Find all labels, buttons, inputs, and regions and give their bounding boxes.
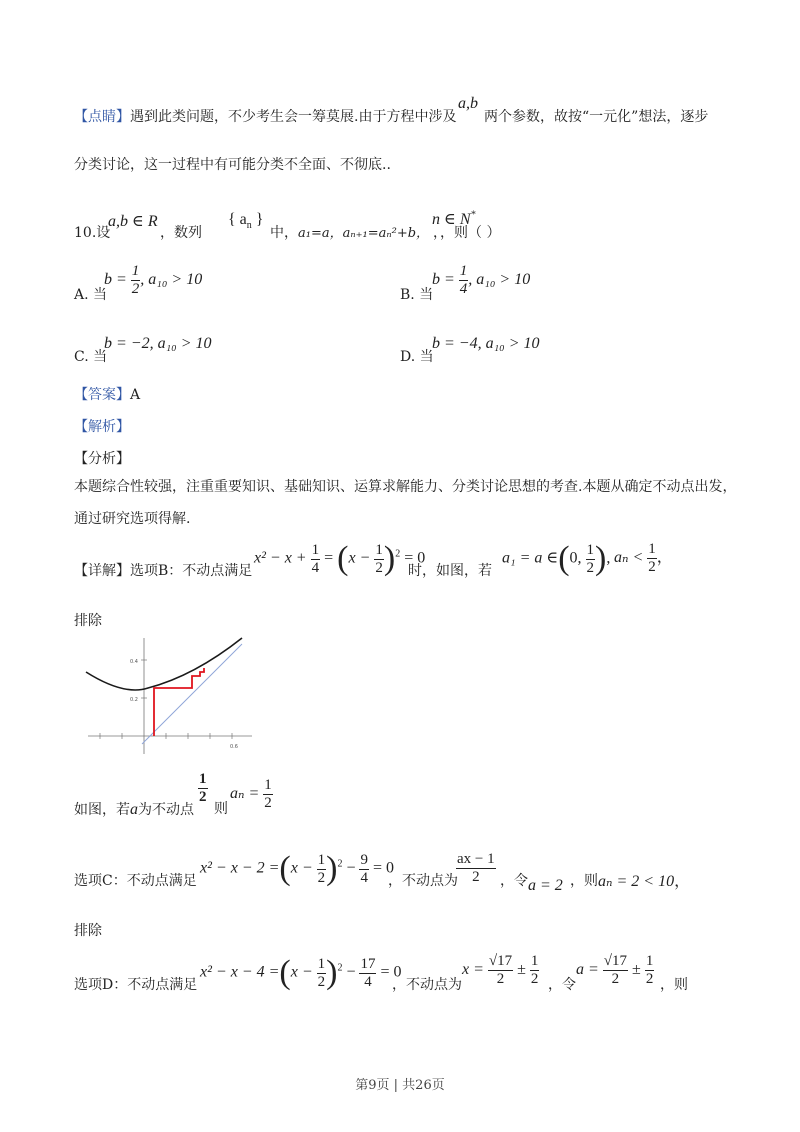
a-den: 2	[131, 281, 140, 297]
rugu-frac	[198, 772, 208, 805]
optC-ling: ，令	[500, 873, 528, 889]
optB-an-lt	[614, 542, 673, 575]
optB-comma: ，	[656, 549, 673, 567]
option-b-expr	[432, 264, 530, 297]
optD-eq0: = 0	[380, 963, 402, 981]
optD-x: x =	[462, 961, 484, 979]
optD-f4-den: 2	[530, 971, 539, 987]
b-rest: , a₁₀ > 10	[468, 271, 531, 289]
optC-an	[598, 872, 690, 892]
rugu-ze: 则	[214, 801, 228, 817]
option-b-label: B. 当	[400, 287, 434, 303]
optD-ze: ，则	[660, 977, 688, 993]
fenxi-tag: 【分析】	[74, 451, 130, 467]
optC-paren: x −	[290, 859, 313, 877]
option-c-label: C. 当	[74, 349, 108, 365]
seq-sub: n	[246, 220, 252, 232]
question-number: 10.设	[74, 225, 111, 241]
rugu-f-den: 2	[199, 789, 207, 805]
optD-frac1	[317, 957, 327, 990]
paichu-2: 排除	[74, 923, 102, 939]
optB-f1-num: 1	[311, 541, 320, 558]
optC-equation: x² − x − 2 =(x − $\frac{1}{2}$ )$^2$ − $\frac{9}{4}$ = 0	[200, 850, 395, 887]
page-footer: 第9页 | 共26页	[355, 1078, 445, 1093]
optC-comma: ，	[674, 873, 691, 890]
optC-an-text: aₙ = 2 < 10	[598, 873, 675, 890]
optB-eq-left: x² − x +	[254, 549, 307, 567]
rugu-an	[230, 778, 273, 811]
optC-frac1	[317, 853, 327, 886]
tail-text: ，，则（ ）	[433, 225, 501, 241]
optC-minus: −	[346, 859, 356, 877]
jiexi-tag: 【解析】	[74, 419, 130, 435]
optD-frac2	[359, 957, 376, 990]
rugu-an-text: aₙ =	[230, 785, 260, 803]
optD-frac6	[645, 954, 655, 987]
option-d-expr: b = −4, a₁₀ > 10	[432, 335, 540, 352]
rugu-a: a	[130, 801, 138, 818]
option-c-expr: b = −2, a₁₀ > 10	[104, 335, 212, 352]
n-sup: *	[470, 209, 476, 221]
optB-f3-num: 1	[586, 541, 595, 558]
optD-intro: 选项D：不动点满足	[74, 977, 198, 993]
optD-f1-den: 2	[317, 973, 326, 990]
b-den: 4	[459, 281, 468, 297]
answer-value: A	[130, 387, 141, 403]
optC-a2: a = 2	[528, 877, 563, 894]
optB-eq-right: = 0	[404, 549, 426, 567]
b-frac	[459, 264, 469, 297]
optB-paren-left: x −	[348, 549, 371, 567]
tick-label-04: 0.4	[130, 659, 138, 665]
optC-f1-num: 1	[317, 851, 326, 868]
rugu-line	[74, 800, 194, 820]
optD-frac5	[603, 954, 628, 987]
optD-f3-num: √17	[488, 953, 513, 969]
xiangjie-tag: 【详解】	[74, 563, 130, 579]
fenxi-line1: 本题综合性较强，注重重要知识、基础知识、运算求解能力、分类讨论思想的考查.本题从确定不动点出发，	[74, 479, 737, 495]
optB-frac4	[647, 542, 657, 575]
optC-f3-den: 2	[472, 869, 480, 885]
zhong-text: 中，	[270, 225, 298, 241]
optB-f1-den: 4	[311, 559, 320, 576]
optD-pm2: ±	[632, 961, 641, 979]
answer-tag: 【答案】	[74, 387, 130, 403]
optC-frac3	[456, 852, 496, 885]
seq-close: }	[251, 211, 264, 228]
optC-eq0: = 0	[372, 859, 395, 877]
optD-ling: ，令	[548, 977, 576, 993]
a-rest: , a₁₀ > 10	[140, 271, 203, 289]
optD-fixed-point	[462, 954, 539, 987]
optB-shi: 时，如图，若	[408, 563, 492, 579]
optB-equation: x² − x + $\frac{1}{4}$ = (x − $\frac{1}{2}$ )$^2$ = 0	[254, 540, 426, 577]
optC-frac2	[359, 853, 369, 886]
optB-eq-mid: =	[324, 549, 338, 567]
rugu-mid: 为不动点	[138, 802, 194, 818]
optC-f3-num: ax − 1	[457, 851, 495, 867]
optD-paren: x −	[290, 963, 313, 981]
rugu-frac1	[198, 772, 208, 805]
option-a-expr	[104, 264, 202, 297]
optD-f4-num: 1	[530, 953, 539, 969]
optB-f2-den: 2	[375, 559, 383, 576]
b-b: b =	[432, 271, 455, 289]
optD-f5-den: 2	[611, 971, 620, 987]
optB-a1: a₁ = a ∈	[502, 549, 559, 567]
optC-bdd: ，不动点为	[388, 873, 458, 889]
optB-f3-den: 2	[586, 559, 595, 576]
optD-frac3	[488, 954, 513, 987]
answer-line	[74, 386, 140, 404]
a-b: b =	[104, 271, 127, 289]
a-num: 1	[131, 263, 140, 279]
optC-intro: 选项C：不动点满足	[74, 873, 197, 889]
optD-f6-num: 1	[645, 953, 654, 969]
optD-f2-num: 17	[360, 955, 376, 972]
optB-frac2	[374, 543, 384, 576]
optC-f1-den: 2	[317, 869, 326, 886]
axis-label: 0.6	[230, 744, 238, 750]
dianjing-text-2: 分类讨论，这一过程中有可能分类不全面、不彻底..	[74, 157, 391, 173]
question-zhong	[270, 224, 429, 243]
dianjing-ab: a,b	[458, 95, 478, 112]
optD-f6-den: 2	[645, 971, 654, 987]
rugu-f2-den: 2	[264, 795, 272, 811]
xiangjie-optB-intro	[74, 562, 252, 580]
tick-label-02: 0.2	[130, 697, 138, 703]
rugu-f-num: 1	[199, 771, 207, 787]
optC-eq-left: x² − x − 2 =	[200, 859, 280, 877]
optB-f2-num: 1	[375, 541, 383, 558]
cobweb-path	[154, 668, 204, 736]
optD-equation: x² − x − 4 =(x − $\frac{1}{2}$ )$^2$ − $\frac{17}{4}$ = 0	[200, 954, 402, 991]
option-a-label: A. 当	[74, 287, 108, 303]
optB-interval: a₁ = a ∈(0, $\frac{1}{2}$ ),	[502, 540, 611, 577]
optD-pm: ±	[517, 961, 526, 979]
rugu-prefix: 如图，若	[74, 802, 130, 818]
a-frac	[131, 264, 141, 297]
seq-open: { a	[228, 211, 247, 228]
dianjing-text-1a: 遇到此类问题，不少考生会一筹莫展.由于方程中涉及	[130, 109, 457, 125]
identity-line	[142, 644, 242, 744]
optB-intro-text: 选项B：不动点满足	[130, 563, 253, 579]
fenxi-line2: 通过研究选项得解.	[74, 511, 191, 527]
n-in-N-text: n ∈ N	[432, 211, 471, 228]
option-d-label: D. 当	[400, 349, 434, 365]
optB-interval-left: 0,	[569, 549, 582, 567]
rugu-f2-num: 1	[264, 777, 272, 793]
dianjing-text-1b: 两个参数，故按“一元化”想法，逐步	[484, 109, 709, 125]
optD-a: a =	[576, 961, 599, 979]
optD-a-expr	[576, 954, 654, 987]
cobweb-figure	[84, 636, 254, 756]
optD-bdd: ，不动点为	[392, 977, 462, 993]
question-tail	[433, 224, 500, 242]
question-sequence-an	[228, 210, 263, 230]
optC-f2-den: 4	[360, 869, 368, 886]
optD-frac4	[530, 954, 540, 987]
optD-f5-num: √17	[603, 953, 628, 969]
optC-ze: ，则	[570, 873, 598, 889]
optD-f3-den: 2	[496, 971, 505, 987]
optC-fixed-point	[456, 852, 496, 885]
dianjing-paragraph	[74, 108, 456, 126]
b-num: 1	[459, 263, 468, 279]
optB-frac1	[311, 543, 321, 576]
recurrence: a₁=a，aₙ₊₁=aₙ²+b，	[298, 226, 430, 241]
dianjing-tag: 【点睛】	[74, 109, 130, 125]
question-ab-in-R: a,b ∈ R	[108, 213, 158, 230]
optD-minus: −	[346, 963, 356, 981]
optC-f2-num: 9	[360, 851, 368, 868]
optB-an: aₙ <	[614, 549, 644, 567]
rugu-frac2	[263, 778, 273, 811]
question-comma: ，数列	[160, 225, 202, 241]
optD-eq-left: x² − x − 4 =	[200, 963, 280, 981]
optD-f2-den: 4	[364, 973, 372, 990]
paichu-1: 排除	[74, 613, 102, 629]
optB-f4-den: 2	[648, 559, 656, 575]
optB-frac3	[586, 543, 596, 576]
optD-f1-num: 1	[317, 955, 326, 972]
parabola-curve	[86, 638, 242, 690]
optB-f4-num: 1	[648, 541, 656, 557]
